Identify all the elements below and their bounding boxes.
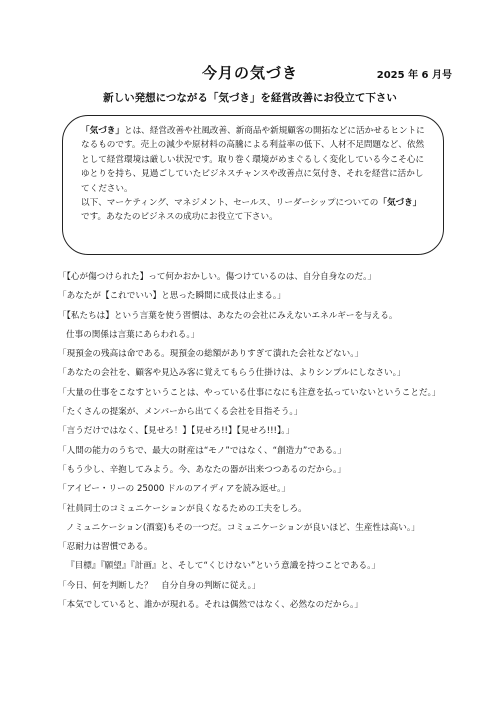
quote-item: 「人間の能力のうちで、最大の財産は“モノ”ではなく、“創造力”である。」 — [58, 445, 346, 456]
quote-item: 「現預金の残高は命である。現預金の総額がありすぎて潰れた会社などない。」 — [58, 349, 364, 360]
quote-item: 「忍耐力は習慣である。 — [58, 542, 153, 553]
intro-tail: です。あなたのビジネスの成功にお役立て下さい。 — [81, 212, 278, 223]
intro-paragraph-1 — [81, 124, 429, 196]
quote-item: 「【心が傷つけられた】って何かおかしい。傷つけているのは、自分自身なのだ。」 — [58, 272, 376, 282]
quote-continuation: 仕事の関係は言葉にあらわれる。」 — [66, 329, 200, 340]
intro-text-2: 以下、マーケティング、マネジメント、セールス、リーダーシップについての — [81, 198, 379, 209]
intro-term: 「気づき」 — [81, 126, 124, 136]
quote-item: 「大量の仕事をこなすということは、やっている仕事になにも注意を払っていないということだ。」 — [58, 387, 441, 398]
quote-item: 「本気でしていると、誰かが現れる。それは偶然ではなく、必然なのだから。」 — [58, 600, 363, 611]
intro-text: とは、経営改善や社風改善、新商品や新規顧客の開拓などに活かせるヒントになるものです。売上の減少や原材料の高騰による利益率の低下、人材不足問題など、依然として経営環境は厳しい状況です。取り巻く環境がめまぐるしく変化している今こそ心にゆとりを持ち、見過ごしていたビジネスチャンスや改善点に気付き、それを経営に活かしてください。 — [81, 126, 425, 194]
quote-item: 「今日、何を判断した？ 自分自身の判断に従え。」 — [58, 580, 261, 591]
quote-continuation: 『目標』『願望』『計画』と、そして“くじけない”という意識を持つことである。」 — [66, 561, 380, 572]
quote-item: 「【私たちは】という言葉を使う習慣は、あなたの会社にみえないエネルギーを与える。 — [58, 310, 398, 321]
quote-list — [58, 268, 478, 615]
issue-date: 2025 年 6 月号 — [376, 70, 452, 81]
quote-item: 「言うだけではなく、【見せろ！】【見せろ!!】【見せろ!!!】。」 — [58, 426, 295, 437]
quote-item: 「あなたの会社を、顧客や見込み客に覚えてもらう仕掛けは、よりシンプルにしなさい。」 — [58, 368, 406, 379]
quote-item: 「社員同士のコミュニケーションが良くなるための工夫をしろ。 — [58, 503, 307, 514]
intro-paragraph-2 — [81, 196, 429, 225]
page-title: 今月の気づき — [201, 64, 298, 82]
page-subtitle: 新しい発想につながる「気づき」を経営改善にお役立て下さい — [103, 92, 397, 104]
quote-item: 「あなたが【これでいい】と思った瞬間に成長は止まる。」 — [58, 291, 286, 302]
quote-item: 「もう少し、辛抱してみよう。今、あなたの器が出来つつあるのだから。」 — [58, 464, 346, 475]
quote-item: 「アイビー・リーの 25000 ドルのアイディアを読み返せ。」 — [58, 484, 290, 495]
intro-term-2: 「気づき」 — [378, 198, 422, 209]
intro-box — [62, 115, 444, 255]
quote-continuation: ノミュニケーション(酒宴)もその一つだ。コミュニケーションが良いほど、生産性は高い。」 — [66, 522, 420, 533]
quote-item: 「たくさんの提案が、メンバーから出てくる会社を目指そう。」 — [58, 407, 303, 418]
